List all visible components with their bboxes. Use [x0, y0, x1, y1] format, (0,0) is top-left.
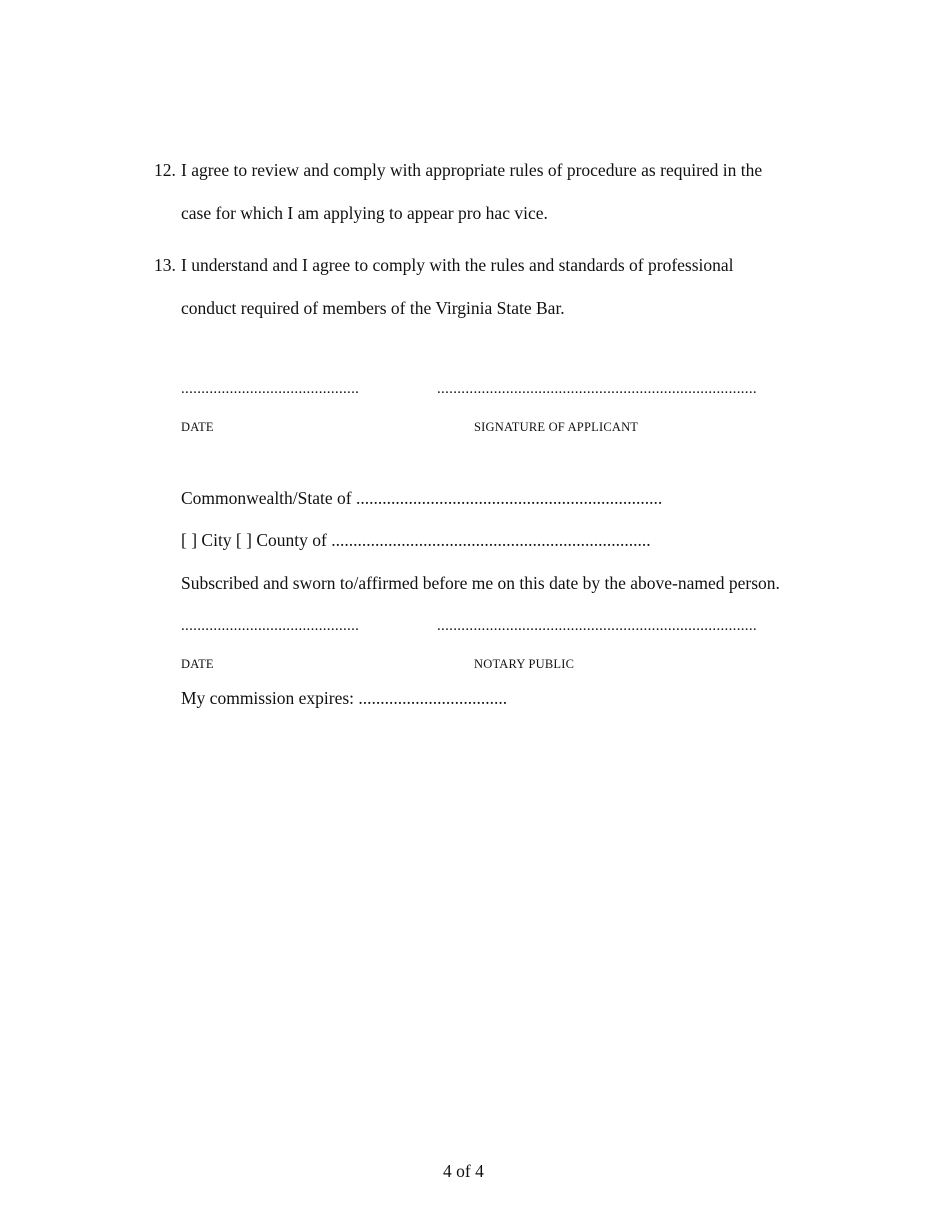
- commonwealth-state-field[interactable]: Commonwealth/State of ......................................................................: [181, 488, 663, 508]
- notary-date-label: DATE: [181, 657, 214, 671]
- item-13-text-line1: I understand and I agree to comply with the rules and standards of professional: [181, 255, 734, 275]
- applicant-signature-line[interactable]: ...............................................................................: [437, 381, 757, 397]
- applicant-date-line[interactable]: ............................................: [181, 381, 360, 397]
- item-13-number: 13.: [154, 255, 176, 275]
- item-12-text-line1: I agree to review and comply with appropriate rules of procedure as required in the: [181, 160, 763, 180]
- notary-signature-line[interactable]: ...............................................................................: [437, 618, 757, 634]
- item-13-text-line2: conduct required of members of the Virginia State Bar.: [181, 298, 565, 318]
- applicant-signature-label: SIGNATURE OF APPLICANT: [474, 420, 639, 434]
- commission-expires-field[interactable]: My commission expires: ..................................: [181, 688, 508, 708]
- notary-public-label: NOTARY PUBLIC: [474, 657, 575, 671]
- applicant-date-label: DATE: [181, 420, 214, 434]
- item-12-text-line2: case for which I am applying to appear pro hac vice.: [181, 203, 548, 223]
- page-number: 4 of 4: [443, 1161, 484, 1181]
- item-12-number: 12.: [154, 160, 176, 180]
- city-county-field[interactable]: [ ] City [ ] County of .........................................................................: [181, 530, 651, 550]
- sworn-statement: Subscribed and sworn to/affirmed before me on this date by the above-named person.: [181, 573, 780, 593]
- notary-date-line[interactable]: ............................................: [181, 618, 360, 634]
